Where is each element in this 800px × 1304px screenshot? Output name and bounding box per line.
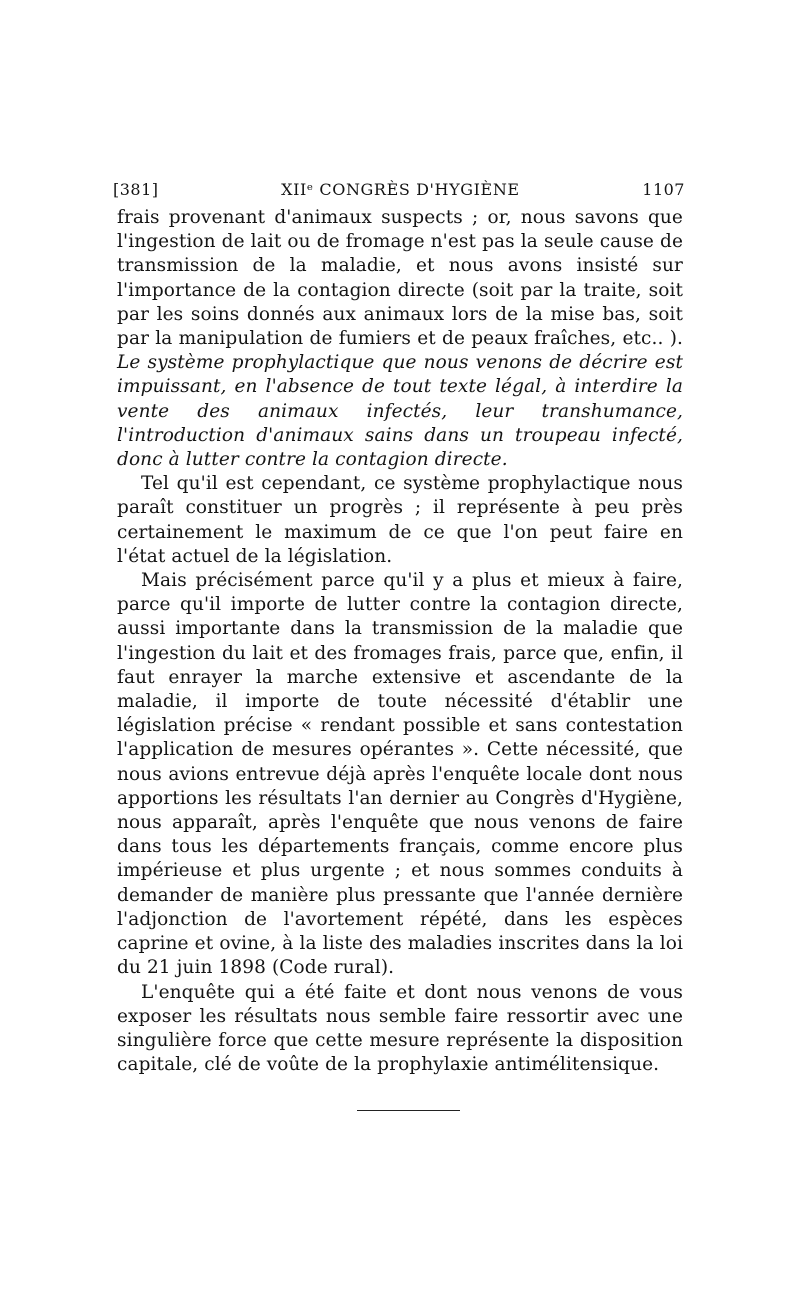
body-text xyxy=(117,206,683,1077)
paragraph-4 xyxy=(117,981,683,1078)
paragraph-3 xyxy=(117,569,683,980)
paragraph-1-italic-text: Le système prophylactique que nous venons de décrire est impuissant, en l'absence de tout texte légal, à interdire la vente des animaux infectés, leur transhumance, l'introduction d'animaux sains dans un troupeau infecté, donc à lutter contre la contagion directe. xyxy=(117,352,683,471)
paragraph-1-text: frais provenant d'animaux suspects ; or, nous savons que l'ingestion de lait ou de fromage n'est pas la seule cause de transmission de la maladie, et nous avons insisté sur l'importance de la contagion directe (soit par la traite, soit par les soins donnés aux animaux lors de la mise bas, soit par la manipulation de fumiers et de peaux fraîches, etc.. ). xyxy=(117,207,683,350)
section-number: [381] xyxy=(113,180,159,199)
paragraph-2-text: Tel qu'il est cependant, ce système prophylactique nous paraît constituer un progrès ; il représente à peu près certainement le maximum de ce que l'on peut faire en l'état actuel de la législation. xyxy=(117,473,683,567)
running-header xyxy=(113,180,685,206)
page-number: 1107 xyxy=(642,180,685,199)
document-page xyxy=(113,180,685,1077)
paragraph-2 xyxy=(117,472,683,569)
paragraph-1 xyxy=(117,206,683,472)
header-title: XIIᵉ CONGRÈS D'HYGIÈNE xyxy=(281,180,520,199)
paragraph-3-text: Mais précisément parce qu'il y a plus et mieux à faire, parce qu'il importe de lutter contre la contagion directe, aussi importante dans la transmission de la maladie que l'ingestion du lait et des fromages frais, parce que, enfin, il faut enrayer la marche extensive et ascendante de la maladie, il importe de toute nécessité d'établir une législation précise « rendant possible et sans contestation l'application de mesures opérantes ». Cette nécessité, que nous avions entrevue déjà après l'enquête locale dont nous apportions les résultats l'an dernier au Congrès d'Hygiène, nous apparaît, après l'enquête que nous venons de faire dans tous les départements français, comme encore plus impérieuse et plus urgente ; et nous sommes conduits à demander de manière plus pressante que l'année dernière l'adjonction de l'avortement répété, dans les espèces caprine et ovine, à la liste des maladies inscrites dans la loi du 21 juin 1898 (Code rural). xyxy=(117,570,683,979)
paragraph-4-text: L'enquête qui a été faite et dont nous venons de vous exposer les résultats nous semble faire ressortir avec une singulière force que cette mesure représente la disposition capitale, clé de voûte de la prophylaxie antimélitensique. xyxy=(117,981,683,1076)
end-rule xyxy=(357,1110,460,1111)
